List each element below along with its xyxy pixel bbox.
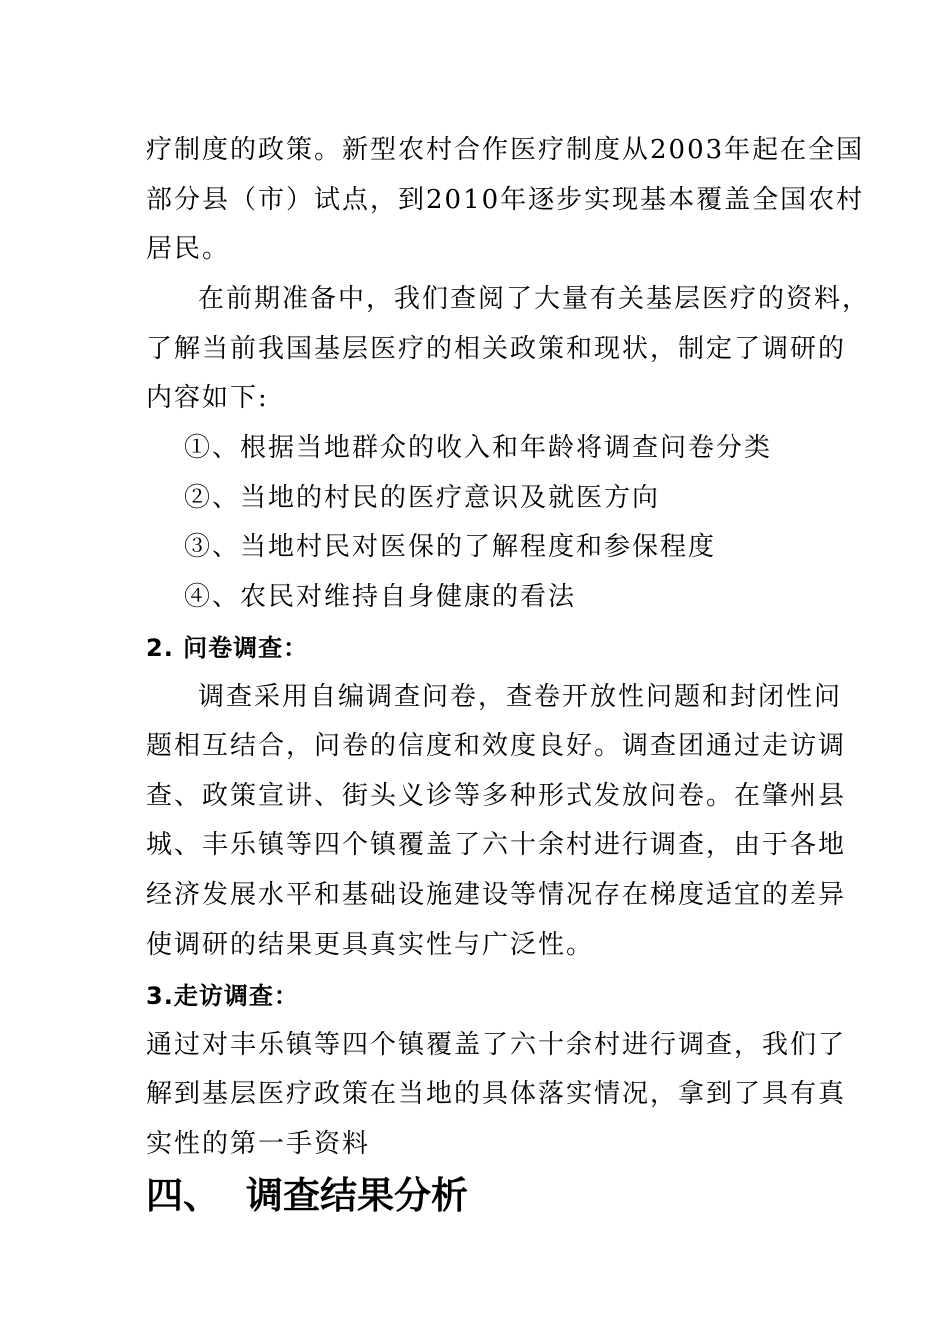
paragraph-line: 了解当前我国基层医疗的相关政策和现状，制定了调研的: [146, 334, 847, 364]
section-number: 四、: [146, 1174, 220, 1217]
paragraph-line: 解到基层医疗政策在当地的具体落实情况，拿到了具有真: [146, 1079, 847, 1109]
list-item: ①、根据当地群众的收入和年龄将调查问卷分类: [184, 433, 773, 463]
subheading-visit-survey: 3.走访调查：: [146, 982, 299, 1010]
paragraph-line: 调查采用自编调查问卷，查卷开放性问题和封闭性问: [198, 682, 843, 712]
paragraph-line: 居民。: [146, 234, 231, 264]
subheading-questionnaire: 2. 问卷调查：: [146, 634, 309, 662]
paragraph-line: 实性的第一手资料: [146, 1129, 371, 1159]
paragraph-line: 查、政策宣讲、街头义诊等多种形式发放问卷。在肇州县: [146, 781, 847, 811]
paragraph-line: 内容如下:: [146, 383, 269, 413]
paragraph-line: 在前期准备中，我们查阅了大量有关基层医疗的资料，: [198, 284, 871, 314]
list-item: ②、当地的村民的医疗意识及就医方向: [184, 483, 661, 513]
paragraph-line: 题相互结合，问卷的信度和效度良好。调查团通过走访调: [146, 731, 847, 761]
list-item: ③、当地村民对医保的了解程度和参保程度: [184, 532, 717, 562]
paragraph-line: 使调研的结果更具真实性与广泛性。: [146, 930, 595, 960]
section-title-text: 调查结果分析: [246, 1174, 468, 1217]
paragraph-line: 疗制度的政策。新型农村合作医疗制度从2003年起在全国: [146, 135, 865, 165]
list-item: ④、农民对维持自身健康的看法: [184, 582, 577, 612]
paragraph-line: 通过对丰乐镇等四个镇覆盖了六十余村进行调查，我们了: [146, 1030, 847, 1060]
paragraph-line: 部分县（市）试点，到2010年逐步实现基本覆盖全国农村: [146, 185, 865, 215]
paragraph-line: 经济发展水平和基础设施建设等情况存在梯度适宜的差异: [146, 880, 847, 910]
paragraph-line: 城、丰乐镇等四个镇覆盖了六十余村进行调查，由于各地: [146, 830, 847, 860]
section-heading: [146, 1172, 468, 1220]
